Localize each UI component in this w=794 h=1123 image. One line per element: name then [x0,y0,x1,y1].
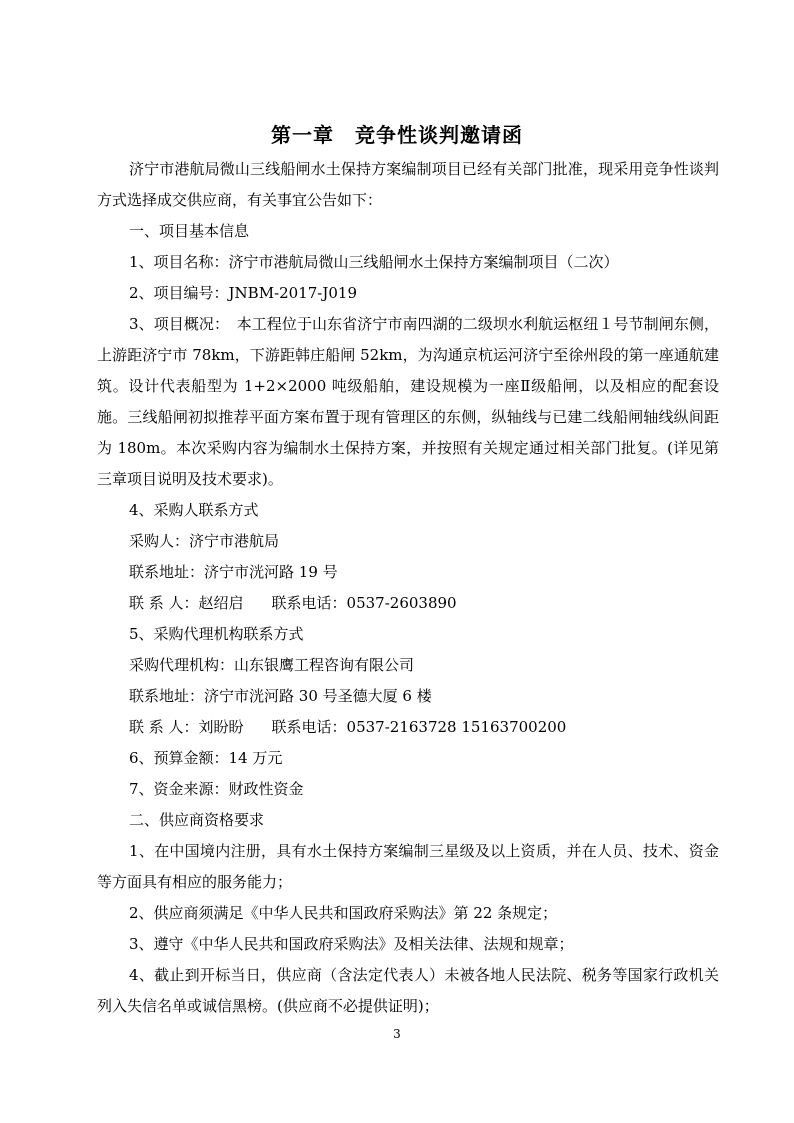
qualification-requirement-3: 3、遵守《中华人民共和国政府采购法》及相关法律、法规和规章； [129,935,574,953]
intro-paragraph: 济宁市港航局微山三线船闸水土保持方案编制项目已经有关部门批准，现采用竞争性谈判方式选择成交供应商，有关事宜公告如下： [97,160,719,209]
purchaser-contact-heading: 4、采购人联系方式 [129,501,259,519]
purchaser-address: 联系地址：济宁市洸河路 19 号 [129,563,338,581]
agency-name: 采购代理机构：山东银鹰工程咨询有限公司 [129,656,415,674]
page-number: 3 [393,1027,401,1041]
section-heading-basic-info: 一、项目基本信息 [129,222,250,240]
funding-source: 7、资金来源：财政性资金 [129,780,304,798]
project-name: 1、项目名称：济宁市港航局微山三线船闸水土保持方案编制项目（二次） [129,253,619,271]
project-overview: 3、项目概况： 本工程位于山东省济宁市南四湖的二级坝水利航运枢纽１号节制闸东侧，上游距济宁市 78km，下游距韩庄船闸 52km，为沟通京杭运河济宁至徐州段的第一座通航建筑。设计代表船型为 1+2×2000 吨级船舶，建设规模为一座Ⅱ级船闸，以及相应的配套设施。三线船闸初拟推荐平面方案布置于现有管理区的东侧，纵轴线与已建二线船闸轴线纵间距为 180m。本次采购内容为编制水土保持方案，并按照有关规定通过相关部门批复。(详见第三章项目说明及技术要求)。 [97,315,719,488]
budget-amount: 6、预算金额：14 万元 [129,749,283,767]
qualification-requirement-2: 2、供应商须满足《中华人民共和国政府采购法》第 22 条规定； [129,904,558,922]
agency-address: 联系地址：济宁市洸河路 30 号圣德大厦 6 楼 [129,687,432,705]
section-heading-qualifications: 二、供应商资格要求 [129,811,265,829]
document-body [97,154,719,1022]
qualification-requirement-1: 1、在中国境内注册，具有水土保持方案编制三星级及以上资质，并在人员、技术、资金等方面具有相应的服务能力； [97,842,719,891]
project-number: 2、项目编号：JNBM-2017-J019 [129,284,358,302]
qualification-requirement-4: 4、截止到开标当日，供应商（含法定代表人）未被各地人民法院、税务等国家行政机关列入失信名单或诚信黑榜。(供应商不必提供证明)； [97,966,719,1015]
purchaser-contact-person: 联 系 人：赵绍启 [129,594,244,612]
agency-contact-person: 联 系 人：刘盼盼 [129,718,244,736]
purchaser-contact-line [97,588,719,619]
agency-contact-heading: 5、采购代理机构联系方式 [129,625,304,643]
purchaser-name: 采购人：济宁市港航局 [129,532,280,550]
page-title: 第一章 竞争性谈判邀请函 [271,123,523,147]
agency-contact-line [97,712,719,743]
agency-phone: 联系电话：0537-2163728 15163700200 [271,718,567,736]
purchaser-phone: 联系电话：0537-2603890 [271,594,457,612]
